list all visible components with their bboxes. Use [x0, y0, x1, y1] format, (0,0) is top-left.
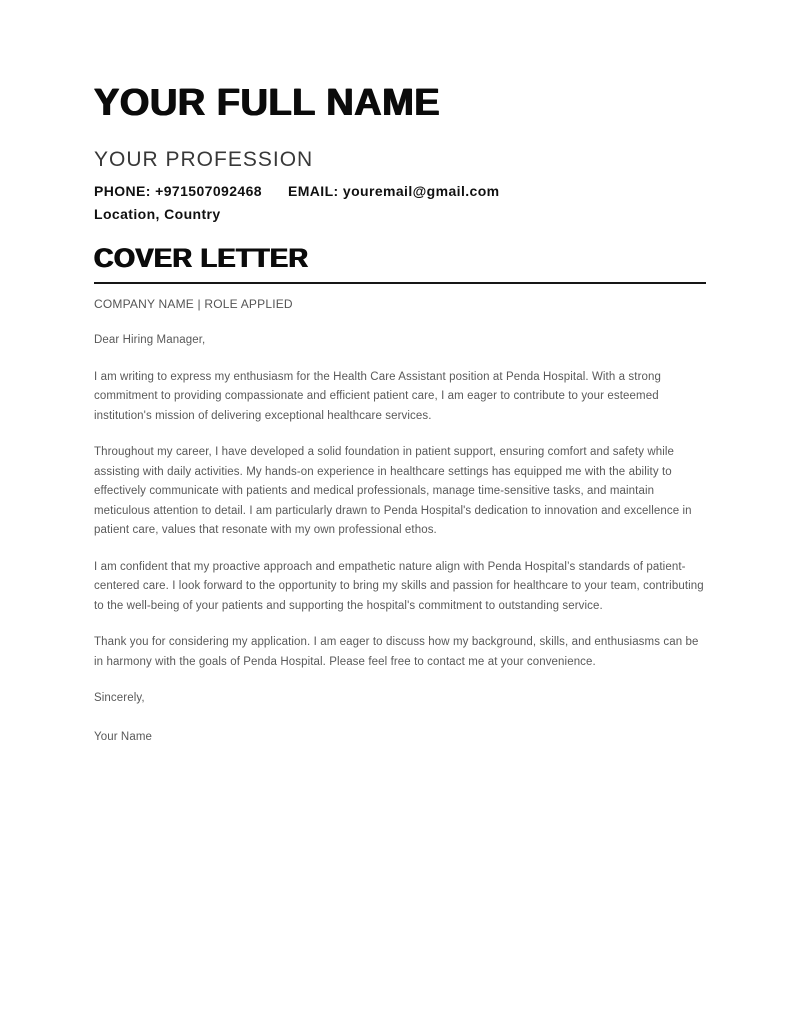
salutation: Dear Hiring Manager, [94, 334, 206, 347]
location-text: Location, Country [94, 206, 221, 222]
profession-subheading: YOUR PROFESSION [94, 148, 314, 171]
header-section [94, 84, 706, 221]
email-group [288, 183, 500, 199]
body-paragraph-4: Thank you for considering my application. I am eager to discuss how my background, skills, and enthusiasms can be in harmony with the goals of Penda Hospital. Please feel free to contact me at your convenience. [94, 636, 699, 668]
signature-name: Your Name [94, 730, 153, 743]
contact-line [94, 184, 706, 198]
body-paragraph-1: I am writing to express my enthusiasm for the Health Care Assistant position at Penda Hospital. With a strong commitment to providing compassionate and efficient patient care, I am eager to contribute to your esteemed institution's mission of delivering exceptional healthcare services. [94, 370, 661, 422]
body-paragraph-2: Throughout my career, I have developed a solid foundation in patient support, ensuring comfort and safety while assisting with daily activities. My hands-on experience in healthcare settings has equipped me with the ability to effectively communicate with patients and medical professionals, manage time-sensitive tasks, and maintain meticulous attention to detail. I am particularly drawn to Penda Hospital's dedication to innovation and excellence in patient care, values that resonate with my own professional ethos. [94, 446, 692, 537]
body-paragraph-3: I am confident that my proactive approach and empathetic nature align with Penda Hospital’s standards of patient-centered care. I look forward to the opportunity to bring my skills and passion for healthcare to your team, contributing to the well-being of your patients and supporting the hospital's commitment to outstanding service. [94, 560, 704, 612]
full-name-heading: YOUR FULL NAME [94, 82, 441, 124]
phone-group [94, 183, 262, 199]
email-label: EMAIL: [287, 183, 339, 199]
letter-section [94, 245, 706, 747]
closing-text: Sincerely, [94, 692, 145, 705]
company-role-line: COMPANY NAME | ROLE APPLIED [94, 297, 293, 311]
phone-value: +971507092468 [155, 183, 262, 199]
horizontal-rule [94, 282, 706, 284]
section-title: COVER LETTER [94, 243, 309, 273]
phone-label: PHONE: [94, 183, 151, 199]
email-value: youremail@gmail.com [342, 183, 500, 199]
